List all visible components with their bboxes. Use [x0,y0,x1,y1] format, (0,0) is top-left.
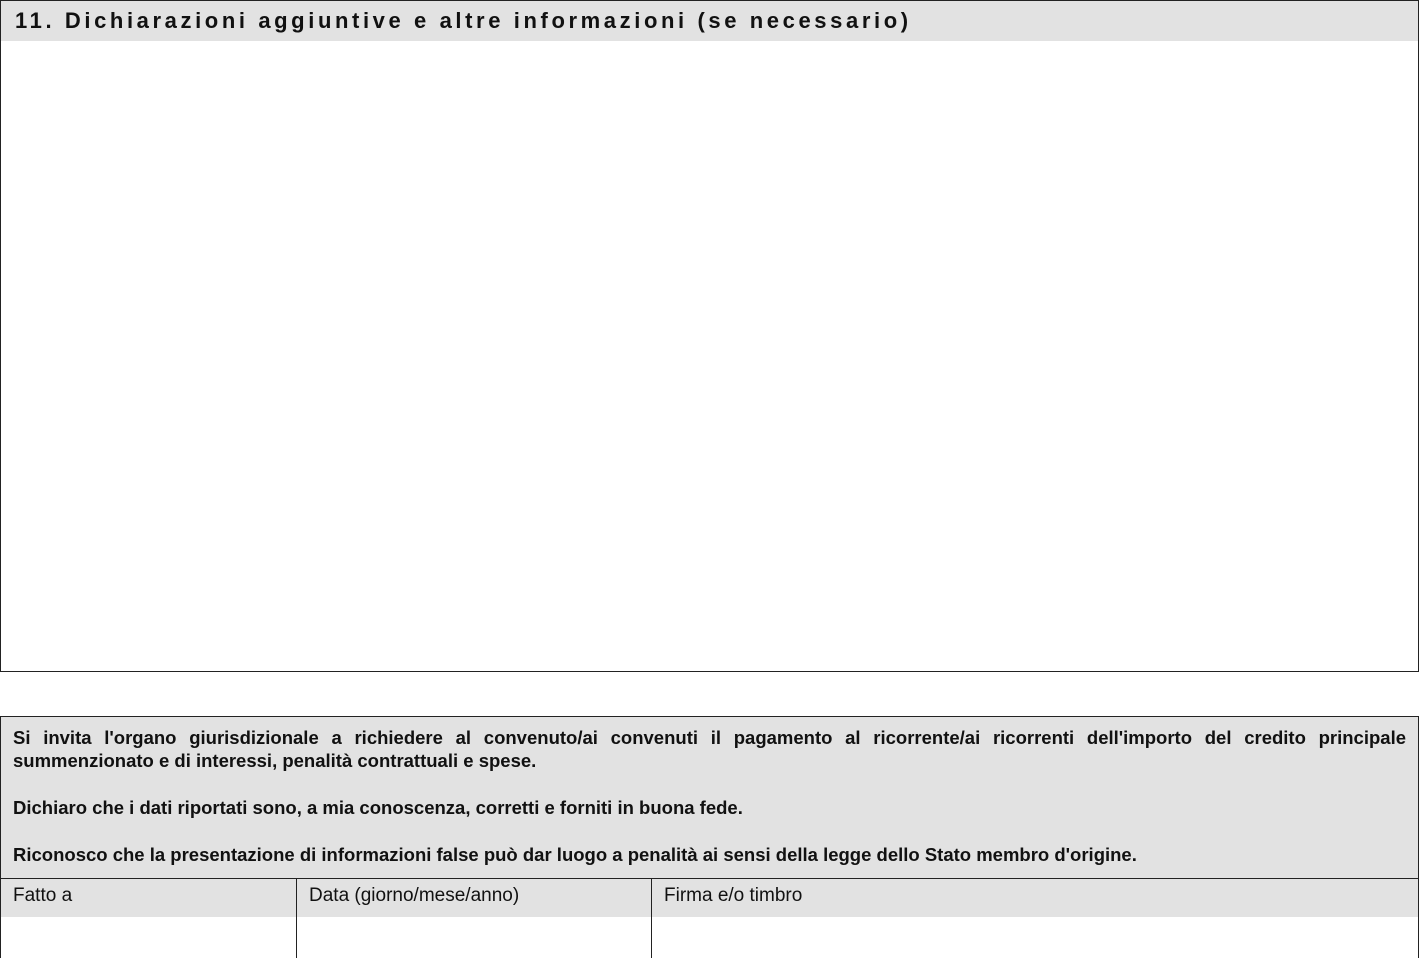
declaration-paragraph-good-faith: Dichiaro che i dati riportati sono, a mia conoscenza, corretti e forniti in buona fede. [13,797,743,818]
signature-cell [651,879,1418,958]
signature-row [1,878,1418,958]
place-cell [1,879,296,958]
place-label: Fatto a [1,879,296,917]
additional-statements-field[interactable] [1,41,1418,671]
place-field[interactable] [1,917,296,958]
date-field[interactable] [297,917,651,958]
date-label: Data (giorno/mese/anno) [297,879,651,917]
declaration-box [0,716,1419,958]
signature-field[interactable] [652,917,1418,958]
section-11-heading: 11. Dichiarazioni aggiuntive e altre informazioni (se necessario) [1,1,1418,41]
declaration-text [1,717,1418,878]
signature-label: Firma e/o timbro [652,879,1418,917]
declaration-paragraph-request: Si invita l'organo giurisdizionale a richiedere al convenuto/ai convenuti il pagamento al ricorrente/ai ricorrenti dell'importo del credito principale summenzionato e di interessi, penalità contrattuali e spese. [13,727,1406,771]
date-cell [296,879,651,958]
declaration-paragraph-penalties: Riconosco che la presentazione di informazioni false può dar luogo a penalità ai sensi della legge dello Stato membro d'origine. [13,844,1137,865]
